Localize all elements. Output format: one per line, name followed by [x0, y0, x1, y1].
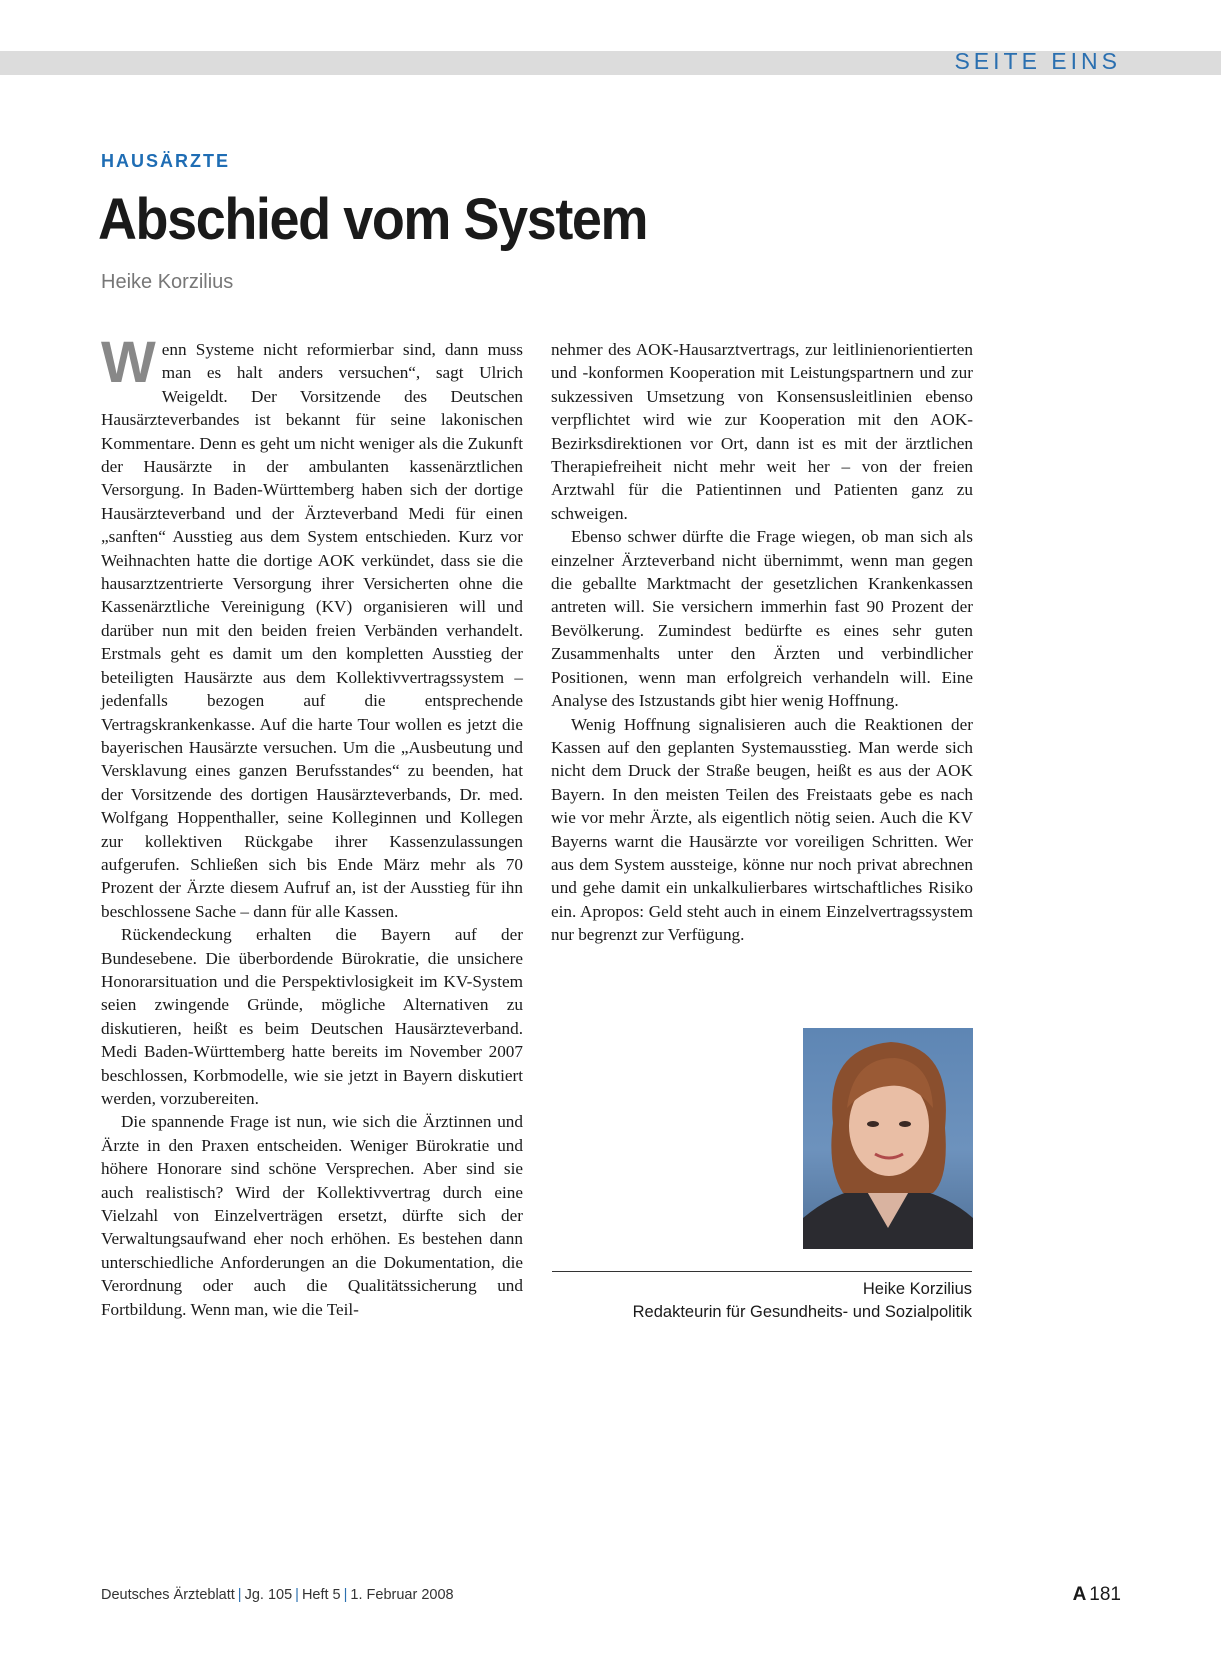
footer-date: 1. Februar 2008 [350, 1587, 454, 1603]
caption-divider [552, 1271, 972, 1272]
article-column-right [551, 338, 973, 947]
caption-role: Redakteurin für Gesundheits- und Sozialpolitik [632, 1303, 972, 1321]
paragraph: Wenig Hoffnung signalisieren auch die Reaktionen der Kassen auf den geplanten Systemausstieg. Man werde sich nicht dem Druck der Straße beugen, heißt es aus der AOK Bayern. In den meisten Teilen des Freistaats gebe es nach wie vor mehr Ärzte, als eigentlich nötig seien. Auch die KV Bayerns warnt die Hausärzte vor voreiligen Schritten. Wer aus dem System aussteige, könne nur noch privat abrechnen und gehe damit ein unkalkulierbares wirtschaftliches Risiko ein. Apropos: Geld steht auch in einem Einzelvertragssystem nur begrenzt zur Verfügung. [551, 714, 973, 945]
dropcap: W [101, 330, 156, 395]
paragraph [101, 330, 523, 923]
paragraph: nehmer des AOK-Hausarztvertrags, zur leitlinienorientierten und -konformen Kooperation mit Leistungspartnern und zur sukzessiven Umsetzung von Konsensusleitlinien ebenso verpflichtet wird wie zur Kooperation mit den AOK-Bezirksdirektionen vor Ort, dann ist es mit der ärztlichen Therapiefreiheit nicht mehr weit her – von der freien Arztwahl für die Patientinnen und Patienten ganz zu schweigen. [551, 340, 973, 523]
page-number-value: 181 [1089, 1584, 1121, 1605]
portrait-illustration [803, 1028, 973, 1249]
paragraph: Ebenso schwer dürfte die Frage wiegen, ob man sich als einzelner Ärzteverband nicht übernimmt, wenn man gegen die geballte Marktmacht der gesetzlichen Krankenkassen antreten will. Sie versichern immerhin fast 90 Prozent der Bevölkerung. Zumindest bedürfte es eines sehr guten Zusammenhalts unter den Ärzten und verbindlicher Positionen, wenn man erfolgreich verhandeln will. Eine Analyse des Istzustands gibt hier wenig Hoffnung. [551, 527, 973, 711]
page-number [1073, 1584, 1121, 1606]
footer-publication: Deutsches Ärzteblatt [101, 1587, 235, 1603]
footer-volume: Jg. 105 [244, 1587, 293, 1603]
section-label: SEITE EINS [954, 48, 1121, 74]
author-portrait [803, 1028, 973, 1249]
page-prefix: A [1072, 1584, 1087, 1605]
article-author: Heike Korzilius [101, 271, 234, 293]
footer-separator: | [295, 1587, 299, 1603]
page-footer [101, 1587, 454, 1603]
paragraph: Die spannende Frage ist nun, wie sich die Ärztinnen und Ärzte in den Praxen entscheiden. Weniger Bürokratie und höhere Honorare sind schöne Versprechen. Aber sind sie auch realistisch? Wird der Kollektivvertrag durch eine Vielzahl von Einzelverträgen ersetzt, dürfte sich der Verwaltungsaufwand eher noch erhöhen. Es bestehen dann unterschiedliche Anforderungen an die Dokumentation, die Verordnung oder auch die Qualitätssicherung und Fortbildung. Wenn man, wie die Teil- [101, 1112, 523, 1319]
author-caption [633, 1278, 972, 1324]
article-kicker: HAUSÄRZTE [101, 151, 230, 171]
footer-separator: | [237, 1587, 242, 1603]
paragraph: Rückendeckung erhalten die Bayern auf der Bundesebene. Die überbordende Bürokratie, die unsichere Honorarsituation und die Perspektivlosigkeit im KV-System seien zwingende Gründe, mögliche Alternativen zu diskutieren, heißt es beim Deutschen Hausärzteverband. Medi Baden-Württemberg hatte bereits im November 2007 beschlossen, Korbmodelle, wie sie jetzt in Bayern diskutiert werden, vorzubereiten. [101, 925, 523, 1108]
caption-name: Heike Korzilius [862, 1280, 972, 1298]
footer-separator: | [343, 1587, 348, 1603]
article-column-left [101, 330, 523, 1321]
footer-issue: Heft 5 [301, 1587, 341, 1603]
paragraph-text: enn Systeme nicht reformierbar sind, dann muss man es halt anders versuchen“, sagt Ulrich Weigeldt. Der Vorsitzende des Deutschen Hausärzteverbandes ist bekannt für seine lakonischen Kommentare. Denn es geht um nicht weniger als die Zukunft der Hausärzte in der ambulanten kassenärztlichen Versorgung. In Baden-Württemberg haben sich der dortige Hausärzteverband und der Ärzteverband Medi für einen „sanften“ Ausstieg aus dem System entschieden. Kurz vor Weihnachten hatte die dortige AOK verkündet, dass sie die hausarztzentrierte Versorgung ihrer Versicherten ohne die Kassenärztliche Vereinigung (KV) organisieren will und darüber nun mit den beiden freien Verbänden verhandelt. Erstmals geht es damit um den kompletten Ausstieg der beteiligten Hausärzte aus dem Kollektivvertragssystem – jedenfalls bezogen auf die entsprechende Vertragskrankenkasse. Auf die harte Tour wollen es jetzt die bayerischen Hausärzte versuchen. Um die „Ausbeutung und Versklavung eines ganzen Berufsstandes“ zu beenden, hat der Vorsitzende des dortigen Hausärzteverbands, Dr. med. Wolfgang Hoppenthaller, seine Kolleginnen und Kollegen zur kollektiven Rückgabe ihrer Kassenzulassungen aufgerufen. Schließen sich bis Ende März mehr als 70 Prozent der Ärzte diesem Aufruf an, ist der Ausstieg für ihn beschlossene Sache – dann für alle Kassen. [101, 340, 523, 921]
article-title: Abschied vom System [98, 187, 648, 252]
